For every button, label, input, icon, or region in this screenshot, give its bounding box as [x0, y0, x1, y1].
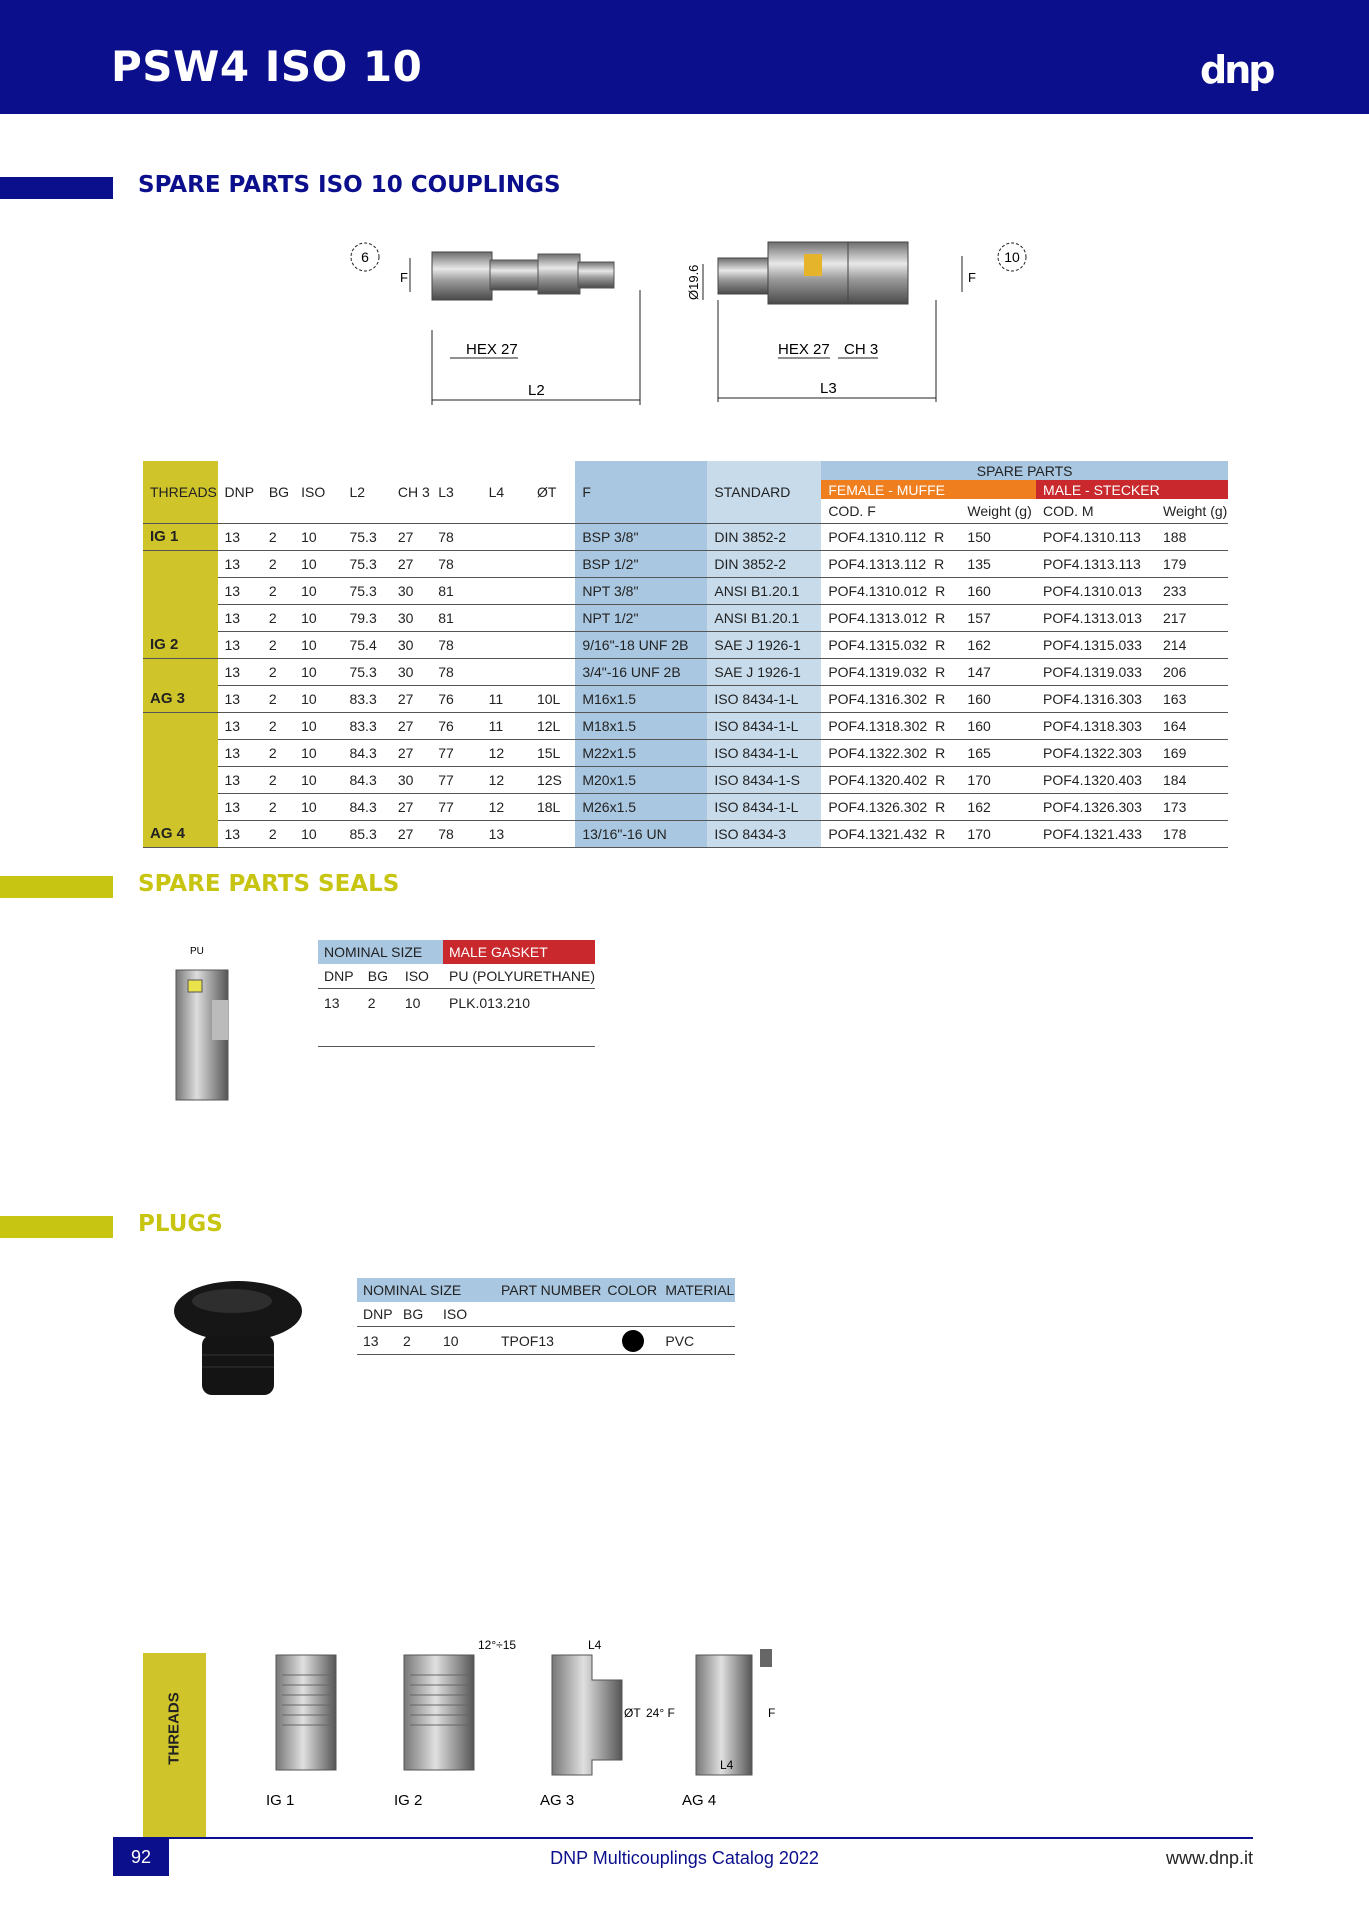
cell-l2: 75.3 — [342, 550, 390, 577]
section-title-seals: SPARE PARTS SEALS — [138, 871, 400, 897]
cell-bg: 2 — [262, 604, 294, 631]
table-row — [143, 523, 1228, 550]
cell-bg: 2 — [262, 550, 294, 577]
cell-l2: 79.3 — [342, 604, 390, 631]
cell-bg: 2 — [262, 712, 294, 739]
cell-r-flag: R — [935, 609, 946, 626]
cell-l4 — [482, 577, 530, 604]
cell-iso: 10 — [294, 523, 342, 550]
cell-standard: ISO 8434-1-L — [707, 739, 821, 766]
cell-thread — [143, 766, 218, 793]
cell-material: PVC — [665, 1332, 695, 1349]
callout-10: 10 — [1004, 249, 1020, 265]
cell-l3: 77 — [431, 793, 481, 820]
cell-ot — [530, 820, 575, 847]
male-coupling-image — [718, 242, 908, 304]
th-weight-f: Weight (g) — [967, 502, 1032, 519]
th-cod-m: COD. M — [1043, 502, 1094, 519]
cell-iso: 10 — [294, 550, 342, 577]
cell-cod-f: POF4.1319.032 R — [821, 658, 960, 685]
cell-l4: 11 — [482, 712, 530, 739]
cell-r-flag: R — [935, 744, 946, 761]
caption-ag3: AG 3 — [540, 1792, 575, 1809]
section-marker — [0, 177, 113, 199]
cell-f: 13/16"-16 UN — [575, 820, 707, 847]
cell-ch3: 27 — [391, 550, 431, 577]
cell-l4 — [482, 523, 530, 550]
cell-r-flag: R — [935, 798, 946, 815]
cell-ot: 12L — [530, 712, 575, 739]
diameter-label: Ø19.6 — [686, 264, 701, 300]
cell-l2: 83.3 — [342, 712, 390, 739]
cell-thread — [143, 739, 218, 766]
cell-cod-m: POF4.1313.113 — [1036, 550, 1156, 577]
cell-dnp: 13 — [218, 739, 262, 766]
cell-ot: 10L — [530, 685, 575, 712]
ig2-thread-image — [404, 1655, 474, 1770]
th-spare-parts: SPARE PARTS — [821, 461, 1228, 480]
cell-r-flag: R — [935, 717, 946, 734]
cell-thread — [143, 793, 218, 820]
cell-r-flag: R — [935, 771, 946, 788]
cell-cod-m: POF4.1315.033 — [1036, 631, 1156, 658]
cell-ch3: 30 — [391, 631, 431, 658]
l2-label: L2 — [528, 382, 545, 399]
footer-rule — [113, 1837, 1253, 1839]
th-threads: THREADS — [143, 461, 218, 523]
cell-l3: 76 — [431, 712, 481, 739]
cell-dnp: 13 — [218, 523, 262, 550]
f-dim-1: F — [400, 270, 408, 285]
th-f: F — [575, 461, 707, 523]
th-pu: PU (POLYURETHANE) — [449, 968, 595, 984]
cell-bg: 2 — [262, 523, 294, 550]
table-row — [143, 793, 1228, 820]
page-number: 92 — [113, 1838, 169, 1876]
cell-dnp: 13 — [324, 994, 340, 1011]
cell-weight-m: 178 — [1156, 820, 1228, 847]
cell-standard: DIN 3852-2 — [707, 523, 821, 550]
cell-seal-code: PLK.013.210 — [449, 994, 530, 1011]
cell-r-flag: R — [935, 582, 946, 599]
cell-weight-f: 135 — [960, 550, 1036, 577]
cell-l3: 78 — [431, 820, 481, 847]
cell-cod-f: POF4.1315.032 R — [821, 631, 960, 658]
cell-f: 3/4"-16 UNF 2B — [575, 658, 707, 685]
catalog-title: DNP Multicouplings Catalog 2022 — [550, 1848, 819, 1868]
cell-l4: 13 — [482, 820, 530, 847]
table-row — [143, 820, 1228, 847]
th-l4: L4 — [482, 461, 530, 523]
cell-cod-m: POF4.1321.433 — [1036, 820, 1156, 847]
cell-l3: 76 — [431, 685, 481, 712]
cell-weight-m: 214 — [1156, 631, 1228, 658]
female-coupling-image — [432, 252, 614, 300]
cell-cod-f: POF4.1318.302 R — [821, 712, 960, 739]
cell-dnp: 13 — [218, 820, 262, 847]
cell-ot — [530, 577, 575, 604]
cell-weight-m: 206 — [1156, 658, 1228, 685]
table-row — [143, 685, 1228, 712]
cell-r-flag: R — [935, 663, 946, 680]
cell-ch3: 30 — [391, 766, 431, 793]
cell-f: BSP 1/2" — [575, 550, 707, 577]
table-row — [143, 766, 1228, 793]
th-bg: BG — [262, 461, 294, 523]
cell-cod-m: POF4.1319.033 — [1036, 658, 1156, 685]
cell-ch3: 30 — [391, 577, 431, 604]
cell-l2: 85.3 — [342, 820, 390, 847]
cell-l2: 75.3 — [342, 577, 390, 604]
cell-l2: 75.3 — [342, 658, 390, 685]
cell-ot — [530, 631, 575, 658]
cell-l3: 78 — [431, 550, 481, 577]
cell-ch3: 27 — [391, 739, 431, 766]
cell-thread — [143, 712, 218, 739]
cell-dnp: 13 — [218, 577, 262, 604]
th-color: COLOR — [607, 1282, 658, 1298]
callout-6: 6 — [361, 249, 369, 265]
cell-weight-f: 162 — [960, 793, 1036, 820]
cell-bg: 2 — [262, 820, 294, 847]
hex-label-2: HEX 27 — [778, 341, 830, 358]
website-link[interactable]: www.dnp.it — [1165, 1848, 1253, 1868]
cell-f: NPT 3/8" — [575, 577, 707, 604]
plugs-table — [357, 1278, 735, 1355]
cell-l4: 12 — [482, 739, 530, 766]
cell-weight-f: 170 — [960, 766, 1036, 793]
cell-cod-m: POF4.1310.113 — [1036, 523, 1156, 550]
table-row — [143, 712, 1228, 739]
th-iso: ISO — [404, 968, 429, 984]
cell-ot: 18L — [530, 793, 575, 820]
cell-standard: SAE J 1926-1 — [707, 658, 821, 685]
cell-ot — [530, 658, 575, 685]
f-label: F — [768, 1706, 776, 1720]
cell-iso: 10 — [294, 604, 342, 631]
cell-cod-f: POF4.1326.302 R — [821, 793, 960, 820]
cell-l2: 84.3 — [342, 793, 390, 820]
cell-r-flag: R — [935, 636, 946, 653]
cell-standard: SAE J 1926-1 — [707, 631, 821, 658]
cell-weight-f: 165 — [960, 739, 1036, 766]
cell-l3: 78 — [431, 523, 481, 550]
cell-weight-m: 164 — [1156, 712, 1228, 739]
cell-l2: 75.3 — [342, 523, 390, 550]
th-iso: ISO — [294, 461, 342, 523]
coupling-drawing — [340, 230, 1040, 410]
cell-weight-f: 170 — [960, 820, 1036, 847]
cell-weight-m: 217 — [1156, 604, 1228, 631]
cell-ch3: 30 — [391, 658, 431, 685]
cell-standard: ISO 8434-1-L — [707, 793, 821, 820]
cell-dnp: 13 — [218, 685, 262, 712]
cell-dnp: 13 — [218, 550, 262, 577]
cell-standard: ISO 8434-3 — [707, 820, 821, 847]
th-part-number: PART NUMBER — [501, 1282, 602, 1298]
table-row — [143, 550, 1228, 577]
th-nominal-size: NOMINAL SIZE — [363, 1282, 462, 1298]
cell-f: M16x1.5 — [575, 685, 707, 712]
th-cod-f: COD. F — [828, 502, 876, 519]
cell-thread — [143, 550, 218, 577]
th-nominal-size: NOMINAL SIZE — [318, 940, 443, 964]
cell-ot: 12S — [530, 766, 575, 793]
page-title: PSW4 ISO 10 — [111, 42, 423, 91]
cell-cod-m: POF4.1318.303 — [1036, 712, 1156, 739]
cell-l3: 81 — [431, 577, 481, 604]
th-dnp: DNP — [218, 461, 262, 523]
cell-l4 — [482, 658, 530, 685]
caption-ag4: AG 4 — [682, 1792, 717, 1809]
cell-dnp: 13 — [363, 1332, 379, 1349]
angle-24-label: 24° F — [646, 1706, 675, 1720]
cell-iso: 10 — [294, 712, 342, 739]
cell-thread — [143, 577, 218, 604]
ot-label: ØT — [624, 1706, 641, 1720]
caption-ig1: IG 1 — [266, 1792, 295, 1809]
cell-cod-m: POF4.1310.013 — [1036, 577, 1156, 604]
cell-l3: 77 — [431, 739, 481, 766]
section-title-plugs: PLUGS — [138, 1211, 223, 1237]
color-swatch-icon — [622, 1330, 644, 1352]
cell-iso: 10 — [443, 1332, 459, 1349]
cell-iso: 10 — [404, 994, 421, 1011]
cell-iso: 10 — [294, 658, 342, 685]
seals-table — [318, 940, 595, 1047]
cell-iso: 10 — [294, 766, 342, 793]
cell-f: M20x1.5 — [575, 766, 707, 793]
cell-standard: ANSI B1.20.1 — [707, 604, 821, 631]
threads-drawing — [260, 1635, 800, 1815]
cell-l3: 81 — [431, 604, 481, 631]
cell-cod-m: POF4.1326.303 — [1036, 793, 1156, 820]
th-female: FEMALE - MUFFE — [821, 480, 1036, 499]
th-dnp: DNP — [324, 968, 354, 984]
cell-iso: 10 — [294, 793, 342, 820]
table-row — [143, 604, 1228, 631]
cell-iso: 10 — [294, 820, 342, 847]
cell-f: NPT 1/2" — [575, 604, 707, 631]
angle-label: 12°÷15 — [478, 1638, 517, 1652]
cell-ch3: 30 — [391, 604, 431, 631]
cell-l3: 77 — [431, 766, 481, 793]
cell-iso: 10 — [294, 631, 342, 658]
cell-cod-m: POF4.1313.013 — [1036, 604, 1156, 631]
seal-image — [172, 940, 242, 1105]
cell-weight-m: 233 — [1156, 577, 1228, 604]
cell-bg: 2 — [262, 631, 294, 658]
l3-label: L3 — [820, 380, 837, 397]
th-ch3: CH 3 — [391, 461, 431, 523]
cell-cod-f: POF4.1320.402 R — [821, 766, 960, 793]
cell-dnp: 13 — [218, 631, 262, 658]
th-l3: L3 — [431, 461, 481, 523]
cell-f: M18x1.5 — [575, 712, 707, 739]
cell-bg: 2 — [262, 793, 294, 820]
cell-weight-f: 160 — [960, 577, 1036, 604]
cell-cod-f: POF4.1313.012 R — [821, 604, 960, 631]
cell-iso: 10 — [294, 685, 342, 712]
cell-l4 — [482, 550, 530, 577]
cell-plug-code: TPOF13 — [501, 1332, 554, 1349]
ig1-thread-image — [276, 1655, 336, 1770]
cell-dnp: 13 — [218, 658, 262, 685]
th-l2: L2 — [342, 461, 390, 523]
cell-weight-m: 169 — [1156, 739, 1228, 766]
th-weight-m: Weight (g) — [1163, 502, 1228, 519]
cell-l4 — [482, 631, 530, 658]
cell-weight-m: 179 — [1156, 550, 1228, 577]
cell-cod-f: POF4.1310.112 R — [821, 523, 960, 550]
th-ot: ØT — [530, 461, 575, 523]
cell-l2: 83.3 — [342, 685, 390, 712]
th-bg: BG — [403, 1306, 424, 1322]
cell-l4 — [482, 604, 530, 631]
section-marker — [0, 1216, 113, 1238]
th-iso: ISO — [443, 1306, 468, 1322]
cell-l4: 12 — [482, 766, 530, 793]
cell-ch3: 27 — [391, 685, 431, 712]
cell-l2: 84.3 — [342, 739, 390, 766]
cell-l4: 11 — [482, 685, 530, 712]
cell-f: BSP 3/8" — [575, 523, 707, 550]
cell-ot — [530, 550, 575, 577]
plug-image — [170, 1275, 310, 1415]
cell-ch3: 27 — [391, 820, 431, 847]
cell-bg: 2 — [262, 766, 294, 793]
cell-bg: 2 — [262, 577, 294, 604]
th-dnp: DNP — [363, 1306, 393, 1322]
cell-standard: ISO 8434-1-L — [707, 712, 821, 739]
cell-r-flag: R — [935, 825, 946, 842]
cell-dnp: 13 — [218, 712, 262, 739]
cell-standard: ISO 8434-1-S — [707, 766, 821, 793]
cell-cod-m: POF4.1320.403 — [1036, 766, 1156, 793]
th-bg: BG — [367, 968, 388, 984]
cell-r-flag: R — [935, 690, 946, 707]
cell-bg: 2 — [262, 739, 294, 766]
cell-iso: 10 — [294, 739, 342, 766]
dnp-logo: dnp — [1200, 48, 1273, 92]
cell-ot — [530, 523, 575, 550]
cell-dnp: 13 — [218, 793, 262, 820]
cell-dnp: 13 — [218, 766, 262, 793]
section-marker — [0, 876, 113, 898]
cell-standard: ISO 8434-1-L — [707, 685, 821, 712]
pu-label: PU — [190, 946, 204, 957]
th-male-gasket: MALE GASKET — [443, 940, 595, 964]
threads-label: THREADS — [165, 1692, 183, 1765]
cell-thread: AG 3 — [143, 685, 218, 712]
cell-weight-f: 160 — [960, 712, 1036, 739]
cell-r-flag: R — [934, 528, 945, 545]
hex-label-1: HEX 27 — [466, 341, 518, 358]
ag4-thread-image — [696, 1649, 772, 1775]
table-row — [143, 577, 1228, 604]
cell-thread: IG 1 — [143, 523, 218, 550]
cell-weight-m: 188 — [1156, 523, 1228, 550]
cell-l3: 78 — [431, 631, 481, 658]
cell-l2: 75.4 — [342, 631, 390, 658]
cell-bg: 2 — [367, 994, 376, 1011]
cell-l2: 84.3 — [342, 766, 390, 793]
cell-l3: 78 — [431, 658, 481, 685]
cell-ch3: 27 — [391, 793, 431, 820]
cell-ot — [530, 604, 575, 631]
cell-bg: 2 — [262, 658, 294, 685]
cell-cod-f: POF4.1310.012 R — [821, 577, 960, 604]
cell-dnp: 13 — [218, 604, 262, 631]
l4-label-b: L4 — [720, 1758, 734, 1772]
cell-bg: 2 — [262, 685, 294, 712]
f-dim-2: F — [968, 270, 976, 285]
cell-cod-m: POF4.1316.303 — [1036, 685, 1156, 712]
cell-weight-m: 173 — [1156, 793, 1228, 820]
cell-weight-f: 162 — [960, 631, 1036, 658]
cell-ch3: 27 — [391, 712, 431, 739]
cell-standard: ANSI B1.20.1 — [707, 577, 821, 604]
cell-cod-f: POF4.1322.302 R — [821, 739, 960, 766]
cell-thread — [143, 604, 218, 631]
cell-bg: 2 — [403, 1332, 411, 1349]
cell-weight-f: 147 — [960, 658, 1036, 685]
cell-weight-f: 157 — [960, 604, 1036, 631]
cell-l4: 12 — [482, 793, 530, 820]
cell-thread — [143, 658, 218, 685]
cell-r-flag: R — [934, 555, 945, 572]
ag3-thread-image — [552, 1655, 622, 1775]
table-row — [143, 631, 1228, 658]
cell-f: M26x1.5 — [575, 793, 707, 820]
th-male: MALE - STECKER — [1036, 480, 1228, 499]
cell-ch3: 27 — [391, 523, 431, 550]
section-title-couplings: SPARE PARTS ISO 10 COUPLINGS — [138, 172, 561, 198]
caption-ig2: IG 2 — [394, 1792, 423, 1809]
cell-weight-f: 150 — [960, 523, 1036, 550]
cell-cod-f: POF4.1316.302 R — [821, 685, 960, 712]
ch3-label: CH 3 — [844, 341, 879, 358]
l4-label-a: L4 — [588, 1638, 602, 1652]
th-material: MATERIAL — [665, 1282, 735, 1298]
cell-weight-m: 163 — [1156, 685, 1228, 712]
cell-iso: 10 — [294, 577, 342, 604]
cell-f: M22x1.5 — [575, 739, 707, 766]
cell-cod-f: POF4.1313.112 R — [821, 550, 960, 577]
table-row — [143, 658, 1228, 685]
cell-ot: 15L — [530, 739, 575, 766]
cell-f: 9/16"-18 UNF 2B — [575, 631, 707, 658]
table-row — [143, 739, 1228, 766]
th-standard: STANDARD — [707, 461, 821, 523]
cell-standard: DIN 3852-2 — [707, 550, 821, 577]
cell-thread: AG 4 — [143, 820, 218, 847]
cell-weight-m: 184 — [1156, 766, 1228, 793]
spare-parts-table — [143, 461, 1228, 848]
cell-cod-f: POF4.1321.432 R — [821, 820, 960, 847]
cell-cod-m: POF4.1322.303 — [1036, 739, 1156, 766]
cell-weight-f: 160 — [960, 685, 1036, 712]
cell-thread: IG 2 — [143, 631, 218, 658]
